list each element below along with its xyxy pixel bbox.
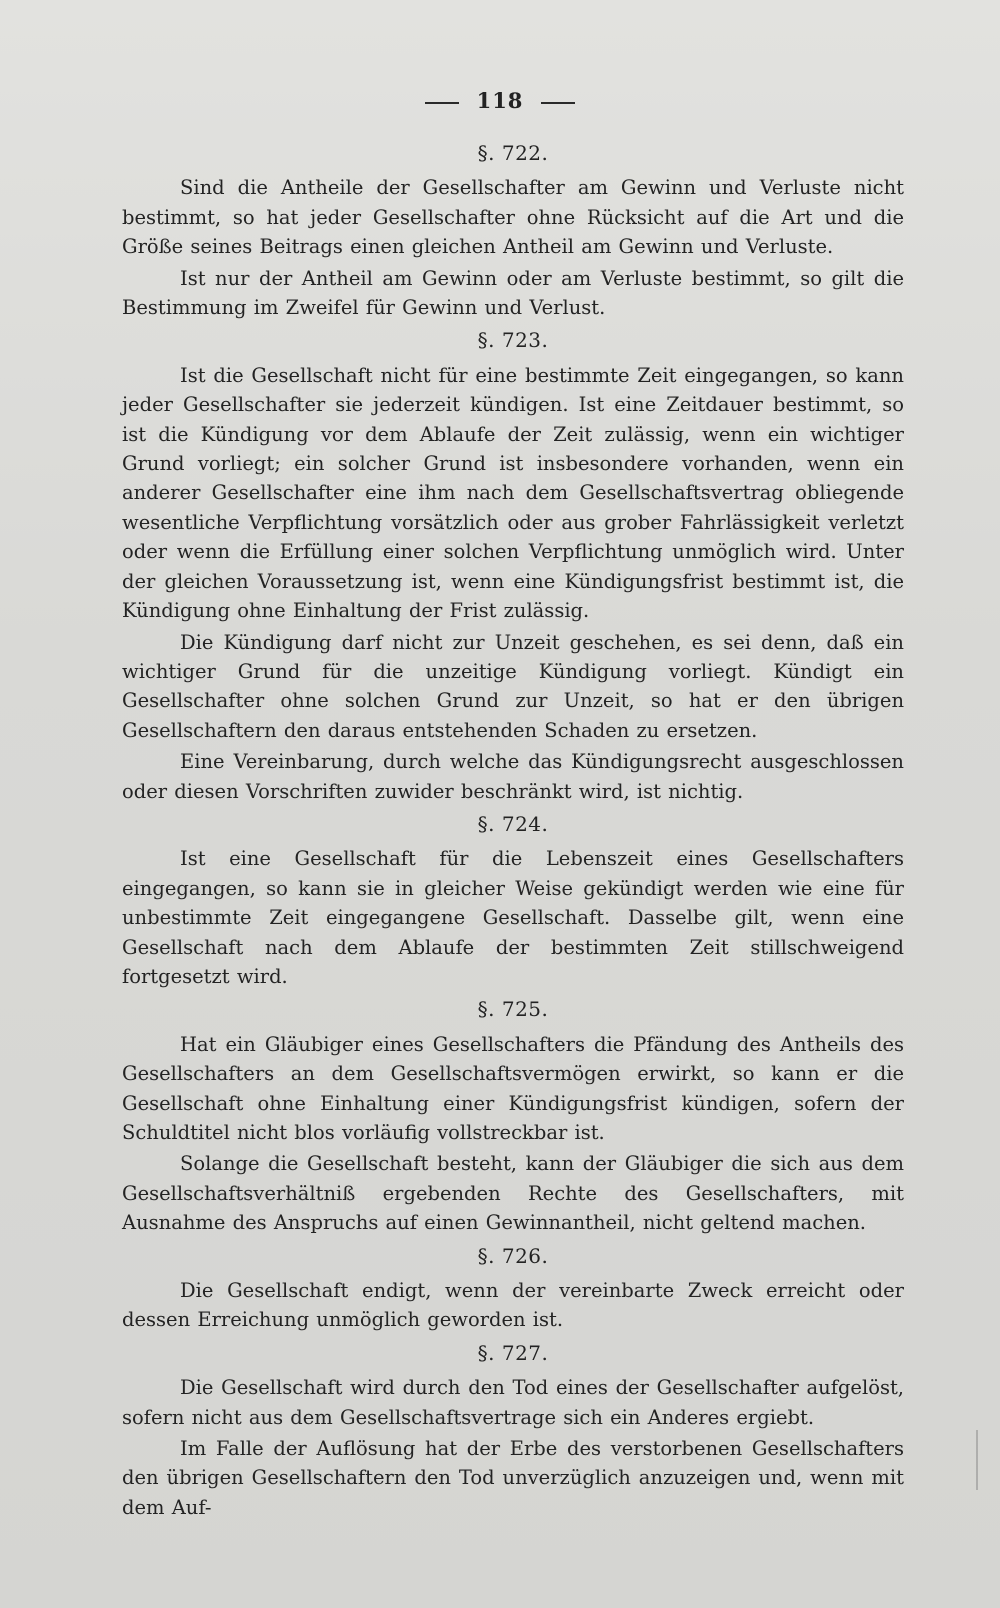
paragraph: Die Kündigung darf nicht zur Unzeit geschehen, es sei denn, daß ein wichtiger Grund für die unzeitige Kündigung vorliegt. Kündigt ein Gesellschafter ohne solchen Grund zur Unzeit, so hat er den übrigen Gesellschaftern den daraus entstehenden Schaden zu ersetzen. — [122, 630, 904, 742]
section-heading: §. 727. — [477, 1340, 549, 1365]
paragraph: Ist die Gesellschaft nicht für eine bestimmte Zeit eingegangen, so kann jeder Gesellschafter sie jederzeit kündigen. Ist eine Zeitdauer bestimmt, so ist die Kündigung vor dem Ablaufe der Zeit zulässig, wenn ein wichtiger Grund vorliegt; ein solcher Grund ist insbesondere vorhanden, wenn ein anderer Gesellschafter eine ihm nach dem Gesellschaftsvertrag obliegende wesentliche Verpflichtung vorsätzlich oder aus grober Fahrlässigkeit verletzt oder wenn die Erfüllung einer solchen Verpflichtung unmöglich wird. Unter der gleichen Voraussetzung ist, wenn eine Kündigungsfrist bestimmt ist, die Kündigung ohne Einhaltung der Frist zulässig. — [122, 363, 904, 623]
paragraph: Die Gesellschaft wird durch den Tod eines der Gesellschafter aufgelöst, sofern nicht aus dem Gesellschaftsvertrage sich ein Anderes ergiebt. — [122, 1376, 904, 1429]
section-726 — [122, 1242, 904, 1335]
paragraph: Die Gesellschaft endigt, wenn der vereinbarte Zweck erreicht oder dessen Erreichung unmöglich geworden ist. — [122, 1279, 904, 1332]
section-heading: §. 724. — [477, 811, 549, 836]
header-dash-left — [425, 102, 459, 104]
section-724 — [122, 810, 904, 991]
paragraph: Ist nur der Antheil am Gewinn oder am Verluste bestimmt, so gilt die Bestimmung im Zweifel für Gewinn und Verlust. — [122, 266, 904, 320]
paragraph: Im Falle der Auflösung hat der Erbe des verstorbenen Gesellschafters den übrigen Gesellschaftern den Tod unverzüglich anzuzeigen und, wenn mit dem Auf- — [122, 1437, 904, 1519]
section-727 — [122, 1339, 904, 1522]
paragraph: Hat ein Gläubiger eines Gesellschafters die Pfändung des Antheils des Gesellschafters an dem Gesellschaftsvermögen erwirkt, so kann er die Gesellschaft ohne Einhaltung einer Kündigungsfrist kündigen, sofern der Schuldtitel nicht blos vorläufig vollstreckbar ist. — [122, 1032, 904, 1144]
page-number-header — [0, 88, 1000, 113]
section-723 — [122, 326, 904, 806]
section-heading: §. 725. — [477, 997, 549, 1022]
section-heading: §. 723. — [477, 328, 549, 353]
paragraph: Ist eine Gesellschaft für die Lebenszeit eines Gesellschafters eingegangen, so kann sie in gleicher Weise gekündigt werden wie eine für unbestimmte Zeit eingegangene Gesellschaft. Dasselbe gilt, wenn eine Gesellschaft nach dem Ablaufe der bestimmten Zeit stillschweigend fortgesetzt wird. — [122, 847, 904, 988]
section-heading: §. 722. — [477, 141, 549, 165]
paragraph: Eine Vereinbarung, durch welche das Kündigungsrecht ausgeschlossen oder diesen Vorschriften zuwider beschränkt wird, ist nichtig. — [122, 750, 904, 803]
section-heading: §. 726. — [477, 1243, 549, 1268]
page-number: 118 — [476, 88, 524, 113]
paragraph: Solange die Gesellschaft besteht, kann der Gläubiger die sich aus dem Gesellschaftsverhältniß ergebenden Rechte des Gesellschafters, mit Ausnahme des Anspruchs auf einen Gewinnantheil, nicht geltend machen. — [122, 1152, 904, 1235]
header-dash-right — [541, 102, 575, 104]
scan-edge-mark — [976, 1430, 978, 1490]
paragraph: Sind die Antheile der Gesellschafter am Gewinn und Verluste nicht bestimmt, so hat jeder Gesellschafter ohne Rücksicht auf die Art und die Größe seines Beitrags einen gleichen Antheil am Gewinn und Verluste. — [122, 176, 904, 259]
section-722 — [122, 139, 904, 322]
page-body — [122, 135, 904, 1522]
section-725 — [122, 995, 904, 1237]
